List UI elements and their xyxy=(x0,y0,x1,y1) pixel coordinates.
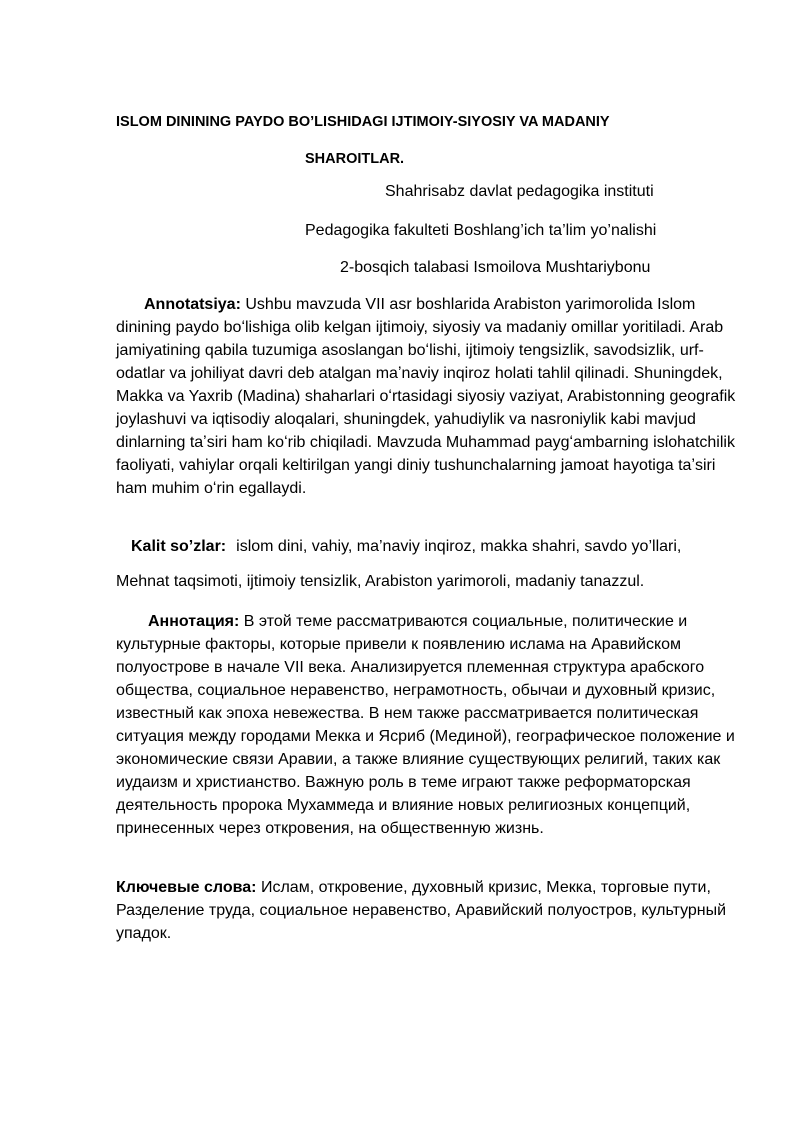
keywords-russian xyxy=(116,876,748,945)
abstract-russian-text: В этой теме рассматриваются социальные, политические и культурные факторы, которые привели к появлению ислама на Аравийском полуострове в начале VII века. Анализируется племенная структура арабского общества, социальное неравенство, неграмотность, обычаи и духовный кризис, известный как эпоха невежества. В нем также рассматривается политическая ситуация между городами Мекка и Ясриб (Мединой), географическое положение и экономические связи Аравии, а также влияние существующих религий, таких как иудаизм и христианство. Важную роль в теме играют также реформаторская деятельность пророка Мухаммеда и влияние новых религиозных концепций, принесенных через откровения, на общественную жизнь. xyxy=(116,613,735,837)
keywords-russian-label: Ключевые слова: xyxy=(116,879,257,896)
keywords-uzbek-line-1: islom dini, vahiy, ma’naviy inqiroz, makka shahri, savdo yo’llari, xyxy=(236,538,682,555)
keywords-uzbek-label: Kalit so’zlar: xyxy=(131,538,227,555)
affiliation-institute: Shahrisabz davlat pedagogika instituti xyxy=(385,183,654,200)
keywords-uzbek-line-2: Mehnat taqsimoti, ijtimoiy tensizlik, Arabiston yarimoroli, madaniy tanazzul. xyxy=(116,573,645,590)
keywords-russian-text: Ислам, откровение, духовный кризис, Мекка, торговые пути, Разделение труда, социальное неравенство, Аравийский полуостров, культурный упадок. xyxy=(116,879,727,942)
abstract-uzbek xyxy=(116,293,748,500)
abstract-russian xyxy=(116,610,748,840)
article-title-line-1: ISLOM DININING PAYDO BO’LISHIDAGI IJTIMOIY-SIYOSIY VA MADANIY xyxy=(116,114,610,130)
article-title-line-2: SHAROITLAR. xyxy=(305,151,405,167)
keywords-uzbek xyxy=(131,538,681,556)
abstract-russian-label: Аннотация: xyxy=(148,613,240,630)
abstract-uzbek-label: Annotatsiya: xyxy=(144,296,241,313)
affiliation-student: 2-bosqich talabasi Ismoilova Mushtariybonu xyxy=(340,259,651,276)
abstract-uzbek-text: Ushbu mavzuda VII asr boshlarida Arabiston yarimorolida Islom dinining paydo boʻlishiga olib kelgan ijtimoiy, siyosiy va madaniy omillar yoritiladi. Arab jamiyatining qabila tuzumiga asoslangan boʻlishi, ijtimoiy tengsizlik, savodsizlik, urf-odatlar va johiliyat davri deb atalgan maʼnaviy inqiroz holati tahlil qilinadi. Shuningdek, Makka va Yaxrib (Madina) shaharlari oʻrtasidagi siyosiy vaziyat, Arabistonning geografik joylashuvi va iqtisodiy aloqalari, shuningdek, yahudiylik va nasroniylik kabi mavjud dinlarning taʼsiri ham koʻrib chiqiladi. Mavzuda Muhammad paygʻambarning islohatchilik faoliyati, vahiylar orqali keltirilgan yangi diniy tushunchalarning jamoat hayotiga taʼsiri ham muhim oʻrin egallaydi. xyxy=(116,296,736,497)
affiliation-faculty: Pedagogika fakulteti Boshlang’ich ta’lim yo’nalishi xyxy=(305,222,657,239)
